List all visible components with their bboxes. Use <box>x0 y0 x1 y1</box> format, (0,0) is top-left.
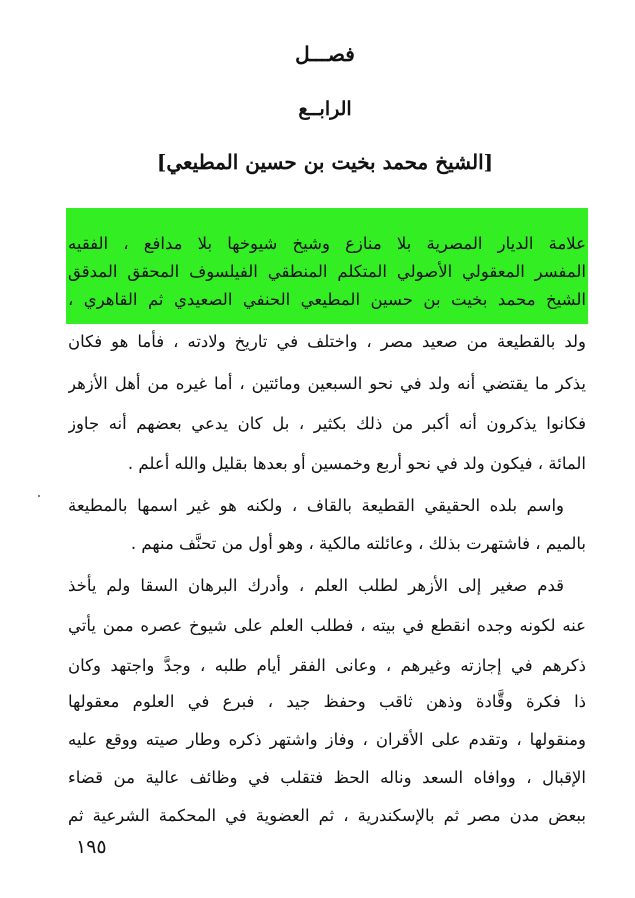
section-title: فصـــل <box>295 42 355 66</box>
paragraph-line: علامة الديار المصرية بلا منازع وشيخ شيوخها بلا مدافع ، الفقيه <box>68 234 586 253</box>
paragraph-line: ببعض مدن مصر ثم بالإسكندرية ، ثم العضوية في المحكمة الشرعية ثم <box>68 806 586 825</box>
paragraph-line: المائة ، فيكون ولد في نحو أربع وخمسين أو بعدها بقليل والله أعلم . <box>127 454 586 473</box>
biography-name: [الشيخ محمد بخيت بن حسين المطيعي] <box>156 150 494 174</box>
paragraph-line: ولد بالقطيعة من صعيد مصر ، واختلف في تاريخ ولادته ، فأما هو فكان <box>68 332 586 351</box>
section-subtitle: الرابــع <box>298 98 352 120</box>
paragraph-line: واسم بلده الحقيقي القطيعة بالقاف ، ولكنه هو غير اسمها بالمطيعة <box>68 496 564 515</box>
paragraph-line: قدم صغير إلى الأزهر لطلب العلم ، وأدرك البرهان السقا ولم يأخذ <box>68 576 564 595</box>
paragraph-line: بالميم ، فاشتهرت بذلك ، وعائلته مالكية ، وهو أول من تحنَّف منهم . <box>130 534 586 553</box>
paragraph-line: المفسر المعقولي الأصولي المتكلم المنطقي الفيلسوف المحقق المدقق <box>68 262 586 281</box>
paragraph-line: ذا فكرة وقَّادة وذهن ثاقب وحفظ جيد ، فبرع في العلوم معقولها <box>68 692 586 711</box>
paragraph-line: الشيخ محمد بخيت بن حسين المطيعي الحنفي الصعيدي ثم القاهري ، <box>68 290 586 309</box>
paragraph-line: عنه لكونه وجده انقطع في بيته ، فطلب العلم على شيوخ عصره ممن يأتي <box>68 616 586 635</box>
paragraph-line: يذكر ما يقتضي أنه ولد في نحو السبعين ومائتين ، أما غيره من أهل الأزهر <box>68 374 586 393</box>
margin-mark <box>38 495 40 497</box>
paragraph-line: ومنقولها ، وتقدم على الأقران ، وفاز واشتهر ذكره وطار صيته ووقع عليه <box>68 730 586 749</box>
paragraph-line: ذكرهم في إجازته وغيرهم ، وعانى الفقر أيام طلبه ، وجدَّ واجتهد وكان <box>68 656 586 675</box>
paragraph-line: فكانوا يذكرون أنه أكبر من ذلك بكثير ، بل كان يدعي بعضهم أنه جاوز <box>68 414 586 433</box>
page-number: ١٩٥ <box>76 836 107 858</box>
paragraph-line: الإقبال ، ووافاه السعد وناله الحظ فتقلب في وظائف عالية من قضاء <box>68 768 586 787</box>
